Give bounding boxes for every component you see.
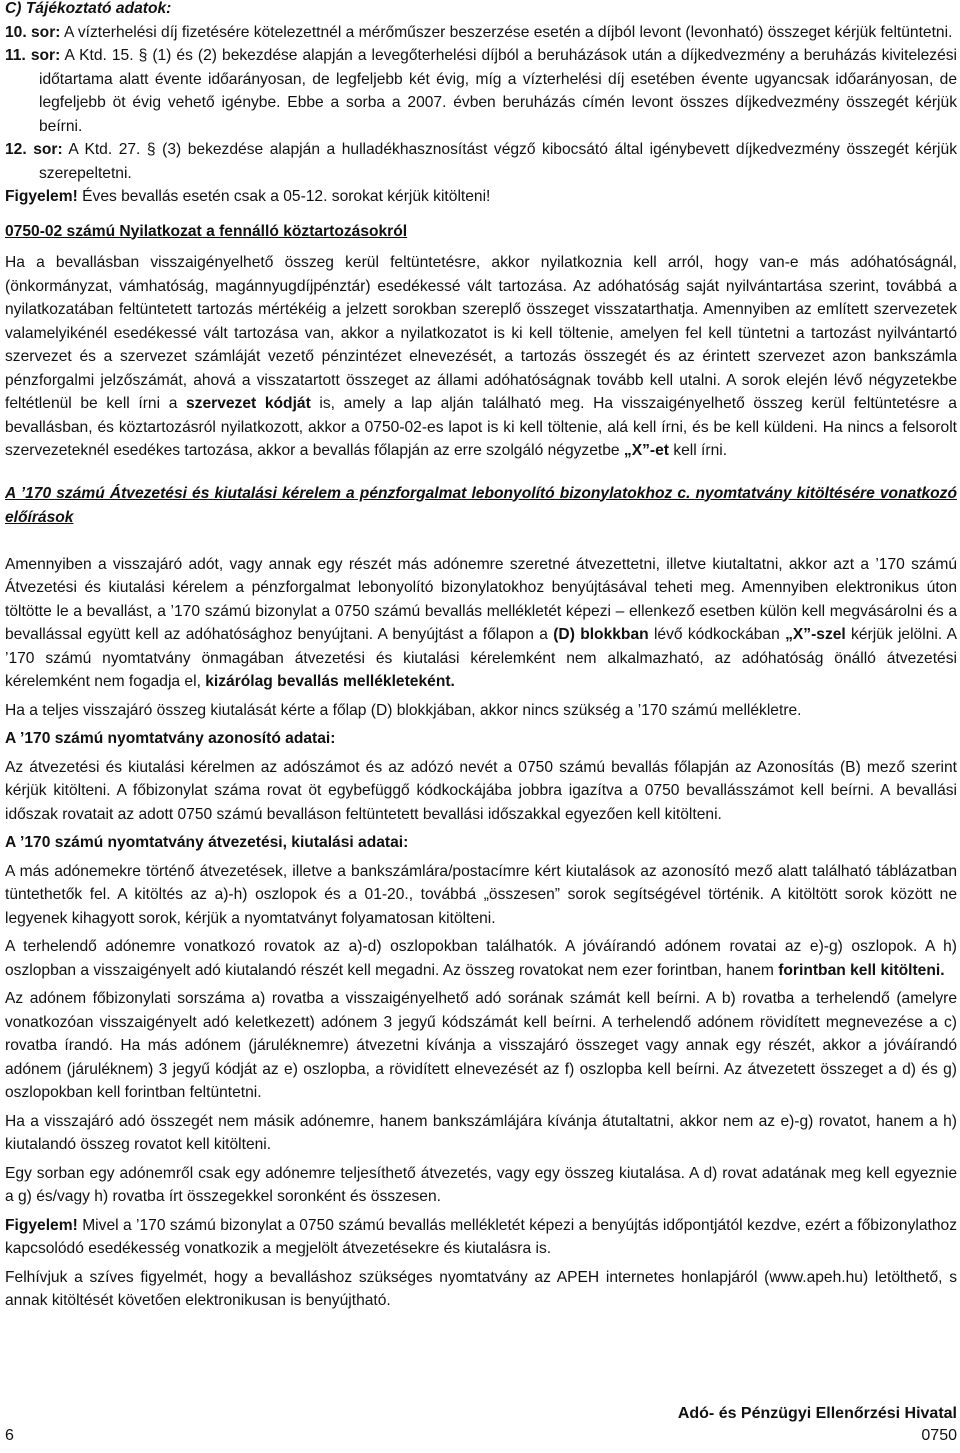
form170-transfer-paragraph-4: Ha a visszajáró adó összegét nem másik adónemre, hanem bankszámlájára kívánja átutaltatni, akkor nem az e)-g) rovatot, hanem a h) kiutalandó összeg rovatot kell kitölteni. [5,1112,957,1153]
form170-warning-label: Figyelem! [5,1216,78,1234]
form170-transfer-p2-bold: forintban kell kitölteni. [778,961,945,979]
final-paragraph: Felhívjuk a szíves figyelmét, hogy a bevalláshoz szükséges nyomtatvány az APEH internetes honlapjáról (www.apeh.hu) letölthető, s annak kitöltését követően elektronikusan is benyújtható. [5,1268,957,1309]
declaration-bold-a: szervezet kódját [186,395,311,412]
form170-warning [5,1214,957,1261]
footer-authority: Adó- és Pénzügyi Ellenőrzési Hivatal [677,1405,957,1422]
footer-form-code: 0750 [921,1427,957,1444]
form170-full-refund-note: Ha a teljes visszajáró összeg kiutalását kérte a főlap (D) blokkjában, akkor nincs szükség a ’170 számú mellékletre. [5,701,802,719]
declaration-paragraph [5,251,957,463]
section-c-warning [5,185,957,209]
row-12-paragraph [5,138,957,185]
page-number: 6 [5,1427,14,1444]
declaration-text-b: is, amely a lap alján található meg. Ha visszaigényelhető összeg kerül feltüntetésre a bevallásban, és köztartozásról nyilatkozott, akkor a 0750-02-es lapot is ki kell töltenie, alá kell írni, és be kell küldeni. Ha nincs a felsorolt szervezeteknél esedékes tartozása, akkor a bevallás főlapján az erre szolgáló négyzetbe [5,395,957,459]
declaration-bold-b: „X”-et [623,442,669,459]
form170-intro-paragraph [5,553,957,694]
row-11-paragraph [5,44,957,138]
section-c-warning-text: Éves bevallás esetén csak a 05-12. sorokat kérjük kitölteni! [77,188,491,205]
declaration-title: 0750-02 számú Nyilatkozat a fennálló köztartozásokról [5,222,408,240]
form170-transfer-paragraph-1: A más adónemekre történő átvezetések, illetve a bankszámlára/postacímre kért kiutalások az azonosító mező alatt található táblázatban tüntethetők fel. A kitöltés az a)-h) oszlopok és a 01-20., továbbá „összesen” sorok segítségével történik. A kitöltött sorok között ne legyenek kihagyott sorok, kérjük a nyomtatványt folyamatosan kitölteni. [5,862,957,927]
form170-transfer-p2-text: A terhelendő adónemre vonatkozó rovatok az a)-d) oszlopokban találhatók. A jóváírandó adónem rovatai az e)-g) oszlopok. A h) oszlopban a visszaigényelt adó kiutalandó részét kell megadni. Az összeg rovatokat nem ezer forintban, hanem [5,938,957,979]
document-page [5,0,957,1313]
form170-transfer-title: A ’170 számú nyomtatvány átvezetési, kiutalási adatai: [5,834,409,851]
form170-title: A ’170 számú Átvezetési és kiutalási kérelem a pénzforgalmat lebonyolító bizonylatokhoz c. nyomtatvány kitöltésére vonatkozó előírások [5,484,957,526]
form170-transfer-paragraph-2 [5,935,957,982]
form170-id-paragraph: Az átvezetési és kiutalási kérelmen az adószámot és az adózó nevét a 0750 számú bevallás főlapján az Azonosítás (B) mező szerint kérjük kitölteni. A főbizonylat száma rovat öt egybefüggő kódkockájába jobbra igazítva a 0750 bevallásszámot kell beírni. A bevallási időszak rovatait az adott 0750 számú bevalláson feltüntetett bevallási időszakkal egyezően kell kitölteni. [5,758,957,823]
row-12-label: 12. sor: [5,141,63,158]
form170-transfer-paragraph-5: Egy sorban egy adónemről csak egy adónemre teljesíthető átvezetés, vagy egy összeg kiutalása. A d) rovat adatának meg kell egyeznie a g) és/vagy h) rovatba írt összegekkel soronként és összesen. [5,1164,957,1205]
form170-intro-bold-c: kizárólag bevallás mellékleteként. [205,673,455,690]
form170-intro-c: kérjük jelölni. A ’170 számú nyomtatvány önmagában átvezetési és kiutalási kérelemként nem alkalmazható, az adóhatóság önálló átvezetési kérelemként nem fogadja el, [5,626,958,690]
form170-transfer-paragraph-3: Az adónem főbizonylati sorszáma a) rovatba a visszaigényelhető adó sorának számát kell beírni. A b) rovatba a terhelendő (amelyre vonatkozóan visszaigényelt adó keletkezett) adónem 3 jegyű kódszámát kell beírni. A terhelendő adónem rövidített megnevezése a c) rovatba írandó. Ha más adónem (járuléknemre) átvezetni kívánja a visszajáró összeget vagy annak egy részét, akkor a jóváírandó adónem (járuléknem) 3 jegyű kódját az e) oszlopba, a rövidített elnevezését az f) oszlopba kell beírni. Az átvezetett összeget a d) és g) oszlopokban kell forintban feltüntetni. [5,990,957,1101]
form170-intro-b: lévő kódkockában [648,626,786,643]
form170-id-title: A ’170 számú nyomtatvány azonosító adatai: [5,730,336,747]
section-c-title: C) Tájékoztató adatok: [5,0,172,17]
declaration-text-c: kell írni. [668,442,728,459]
form170-intro-a: Amennyiben a visszajáró adót, vagy annak egy részét más adónemre szeretné átvezettetni, illetve kiutaltatni, akkor azt a ’170 számú Átvezetési és kiutalási kérelem a pénzforgalmat lebonyolító bizonylatokhoz benyújtásával teheti meg. Amennyiben elektronikus úton töltötte le a bevallást, a ’170 számú bizonylat a 0750 számú bevallás mellékletét képezi – ellenkező esetben külön kell megvásárolni és a bevallással együtt kell az adóhatósághoz benyújtani. A benyújtást a főlapon a [5,555,957,643]
row-11-label: 11. sor: [5,47,61,64]
form170-intro-bold-b: „X”-szel [785,626,846,643]
row-10-paragraph [5,21,957,45]
row-10-label: 10. sor: [5,23,61,41]
row-11-text: A Ktd. 15. § (1) és (2) bekezdése alapján a levegőterhelési díjból a beruházások után a díjkedvezmény a beruházás kivitelezési időtartama alatt évente időarányosan, de legfeljebb két évig, míg a vízterhelési díj esetében évente ugyancsak időarányosan, de legfeljebb öt évig vehető igénybe. Ebbe a sorba a 2007. évben beruházás címén levont összes díjkedvezmény összegét kérjük beírni. [39,47,958,135]
form170-intro-bold-a: (D) blokkban [553,626,649,643]
section-c-warning-label: Figyelem! [5,188,78,205]
form170-warning-text: Mivel a ’170 számú bizonylat a 0750 számú bevallás mellékletét képezi a benyújtás időpontjától kezdve, ezért a főbizonylathoz kapcsolódó esedékesség vonatkozik a megjelölt átvezetésekre és kiutalásra is. [5,1216,957,1257]
row-10-text: A vízterhelési díj fizetésére kötelezettnél a mérőműszer beszerzése esetén a díjból levont (levonható) összeget kérjük feltüntetni. [60,23,953,41]
declaration-text-a: Ha a bevallásban visszaigényelhető összeg kerül feltüntetésre, akkor nyilatkoznia kell arról, hogy van-e más adóhatóságnál, (önkormányzat, vámhatóság, magánnyugdíjpénztár) esedékessé vált tartozása. Az adóhatóság saját nyilvántartása szerint, továbbá a nyilatkozatában feltüntetett tartozás mértékéig a jelzett sorokban szereplő összeget visszatarthatja. Amennyiben az említett szervezetek valamelyikénél esedékessé vált tartozása van, akkor a nyilatkozatot is ki kell töltenie, amelyen fel kell tüntetni a tartozást nyilvántartó szervezet és a szervezet számláját vezető pénzintézet elnevezését, a tartozás összegét és az érintett szervezet azon bankszámla pénzforgalmi jelzőszámát, ahová a visszatartott összeget az állami adóhatóságnak tovább kell utalni. A sorok elején lévő négyzetekbe feltétlenül be kell írni a [5,254,957,412]
row-12-text: A Ktd. 27. § (3) bekezdése alapján a hulladékhasznosítást végző kibocsátó által igénybevett díjkedvezmény összegét kérjük szerepeltetni. [39,141,957,182]
